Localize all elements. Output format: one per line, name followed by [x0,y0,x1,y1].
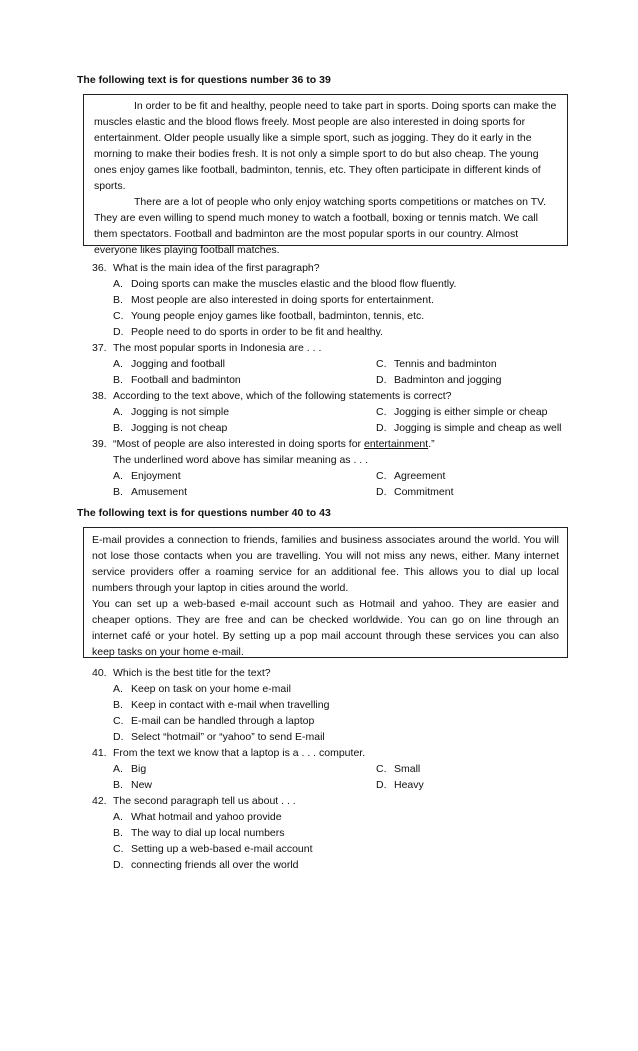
q39-option-c: C. Agreement [376,470,446,482]
q36-option-c: C. Young people enjoy games like football, badminton, tennis, etc. [113,310,425,322]
q42-option-a: A. What hotmail and yahoo provide [113,811,282,823]
q38-option-a: A. Jogging is not simple [113,406,230,418]
question-38: 38. According to the text above, which of the following statements is correct? [92,390,452,402]
q36-option-b: B. Most people are also interested in doing sports for entertainment. [113,294,434,306]
q40-option-b: B. Keep in contact with e-mail when travelling [113,699,330,711]
q42-option-d: D. connecting friends all over the world [113,859,299,871]
q36-option-a: A. Doing sports can make the muscles elastic and the blood flow fluently. [113,278,457,290]
q38-option-d: D. Jogging is simple and cheap as well [376,422,562,434]
passage1-paragraph2: There are a lot of people who only enjoy watching sports competitions or matches on TV. They are even willing to spend much money to watch a football, boxing or tennis match. We call them spectators. Football and badminton are the most popular sports in our country. Almost everyone likes playing football matches. [94,196,547,256]
passage1-paragraph1: In order to be fit and healthy, people need to take part in sports. Doing sports can make the muscles elastic and the blood flows freely. Most people are also interested in doing sports for entertainment. Older people usually like a simple sport, such as jogging. They do it early in the morning to make their bodies fresh. It is not only a simple sport to do but also cheap. The young ones enjoy games like football, badminton, tennis, etc. They often participate in different kinds of sports. [94,100,557,192]
q39-option-a: A. Enjoyment [113,470,181,482]
q41-option-a: A. Big [113,763,147,775]
q40-option-c: C. E-mail can be handled through a laptop [113,715,315,727]
q39-option-d: D. Commitment [376,486,454,498]
question-36: 36. What is the main idea of the first paragraph? [92,262,320,274]
q41-option-d: D. Heavy [376,779,424,791]
q41-option-b: B. New [113,779,153,791]
question-40: 40. Which is the best title for the text? [92,667,271,679]
question-41: 41. From the text we know that a laptop is a . . . computer. [92,747,366,759]
q37-option-c: C. Tennis and badminton [376,358,497,370]
question-42: 42. The second paragraph tell us about . . . [92,795,296,807]
underlined-word: entertainment [363,438,429,450]
passage2-box [83,527,568,658]
q37-option-a: A. Jogging and football [113,358,225,370]
q38-option-b: B. Jogging is not cheap [113,422,228,434]
question-39: 39. “Most of people are also interested in doing sports for entertainment.” [92,438,435,450]
q42-option-b: B. The way to dial up local numbers [113,827,285,839]
q41-option-c: C. Small [376,763,421,775]
passage1-box [83,94,568,256]
section2-heading: The following text is for questions number 40 to 43 [77,507,331,519]
q38-option-c: C. Jogging is either simple or cheap [376,406,548,418]
q37-option-d: D. Badminton and jogging [376,374,502,386]
passage2-paragraph1: E-mail provides a connection to friends, families and business associates around the world. You will not lose those contacts when you are travelling. You will not miss any news, either. Many internet service providers offer a roaming service for an additional fee. This allows you to dial up local numbers through your laptop in cities around the world. [92,534,559,594]
q37-option-b: B. Football and badminton [113,374,241,386]
q36-option-d: D. People need to do sports in order to be fit and healthy. [113,326,383,338]
q42-option-c: C. Setting up a web-based e-mail account [113,843,313,855]
section1-heading: The following text is for questions number 36 to 39 [77,74,331,86]
q39-line2: The underlined word above has similar meaning as . . . [113,454,369,466]
passage2-paragraph2: You can set up a web-based e-mail account such as Hotmail and yahoo. They are easier and cheaper options. They are free and can be checked worldwide. You can go on line through an internet café or your hotel. By setting up a pop mail account through these services you can also keep tasks on your home e-mail. [92,598,559,658]
q39-option-b: B. Amusement [113,486,188,498]
question-37: 37. The most popular sports in Indonesia are . . . [92,342,322,354]
q40-option-a: A. Keep on task on your home e-mail [113,683,291,695]
q40-option-d: D. Select “hotmail” or “yahoo” to send E-mail [113,731,325,743]
